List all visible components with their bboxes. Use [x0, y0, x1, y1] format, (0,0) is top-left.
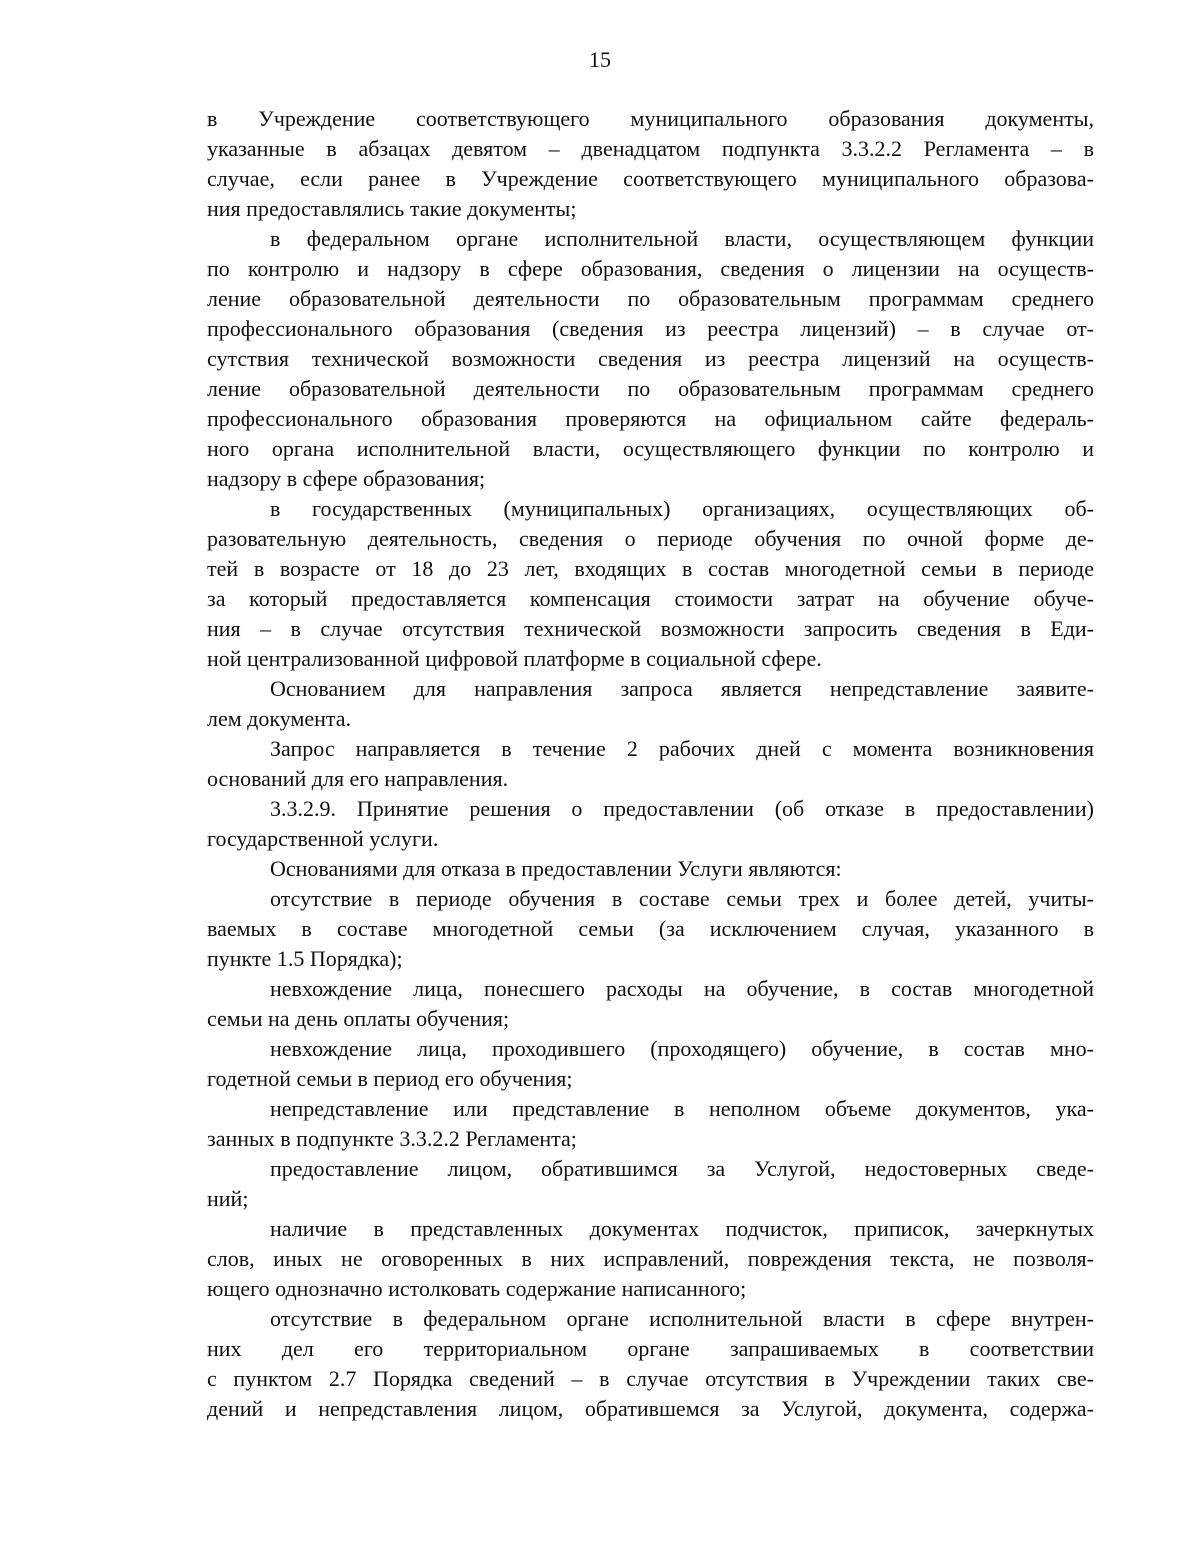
paragraph	[207, 494, 1094, 674]
text-line: случае, если ранее в Учреждение соответствующего муниципального образова-	[207, 166, 1094, 191]
paragraph	[207, 674, 1094, 734]
text-line: годетной семьи в период его обучения;	[207, 1066, 573, 1091]
paragraph	[207, 1304, 1094, 1424]
text-line: в федеральном органе исполнительной власти, осуществляющем функции	[270, 226, 1094, 251]
text-line: ющего однозначно истолковать содержание написанного;	[207, 1276, 747, 1301]
text-line: отсутствие в периоде обучения в составе семьи трех и более детей, учиты-	[270, 886, 1094, 911]
text-line: отсутствие в федеральном органе исполнительной власти в сфере внутрен-	[270, 1306, 1094, 1331]
text-line: ний;	[207, 1186, 249, 1211]
page-number: 15	[589, 47, 611, 72]
text-line: за который предоставляется компенсация стоимости затрат на обучение обуче-	[207, 586, 1094, 611]
paragraph	[207, 794, 1094, 854]
text-line: наличие в представленных документах подчисток, приписок, зачеркнутых	[270, 1216, 1094, 1241]
paragraph	[207, 1154, 1094, 1214]
text-line: профессионального образования (сведения из реестра лицензий) – в случае от-	[207, 316, 1094, 341]
paragraph	[207, 224, 1094, 494]
text-line: ной централизованной цифровой платформе в социальной сфере.	[207, 646, 822, 671]
text-line: ного органа исполнительной власти, осуществляющего функции по контролю и	[207, 436, 1094, 461]
text-line: оснований для его направления.	[207, 766, 509, 791]
text-line: невхождение лица, понесшего расходы на обучение, в состав многодетной	[270, 976, 1094, 1001]
paragraph	[207, 1034, 1094, 1094]
text-line: сутствия технической возможности сведения из реестра лицензий на осуществ-	[207, 346, 1094, 371]
text-line: в Учреждение соответствующего муниципального образования документы,	[207, 106, 1094, 131]
text-line: указанные в абзацах девятом – двенадцатом подпункта 3.3.2.2 Регламента – в	[207, 136, 1094, 161]
text-line: надзору в сфере образования;	[207, 466, 486, 491]
text-line: в государственных (муниципальных) организациях, осуществляющих об-	[270, 496, 1094, 521]
text-line: 3.3.2.9. Принятие решения о предоставлении (об отказе в предоставлении)	[270, 796, 1094, 821]
text-line: профессионального образования проверяются на официальном сайте федераль-	[207, 406, 1094, 431]
paragraph	[207, 1214, 1094, 1304]
text-line: по контролю и надзору в сфере образования, сведения о лицензии на осуществ-	[207, 256, 1094, 281]
text-line: Запрос направляется в течение 2 рабочих дней с момента возникновения	[270, 736, 1094, 761]
text-line: слов, иных не оговоренных в них исправлений, повреждения текста, не позволя-	[207, 1246, 1094, 1271]
document-body	[207, 104, 1094, 1424]
paragraph	[207, 734, 1094, 794]
text-line: пункте 1.5 Порядка);	[207, 946, 403, 971]
text-line: дений и непредставления лицом, обратившемся за Услугой, документа, содержа-	[207, 1396, 1094, 1421]
text-line: занных в подпункте 3.3.2.2 Регламента;	[207, 1126, 577, 1151]
text-line: разовательную деятельность, сведения о периоде обучения по очной форме де-	[207, 526, 1094, 551]
text-line: ление образовательной деятельности по образовательным программам среднего	[207, 376, 1094, 401]
text-line: с пунктом 2.7 Порядка сведений – в случае отсутствия в Учреждении таких све-	[207, 1366, 1094, 1391]
text-line: ваемых в составе многодетной семьи (за исключением случая, указанного в	[207, 916, 1094, 941]
text-line: государственной услуги.	[207, 826, 439, 851]
text-line: лем документа.	[207, 706, 352, 731]
text-line: предоставление лицом, обратившимся за Услугой, недостоверных сведе-	[270, 1156, 1094, 1181]
text-line: Основанием для направления запроса является непредставление заявите-	[270, 676, 1094, 701]
text-line: тей в возрасте от 18 до 23 лет, входящих в состав многодетной семьи в периоде	[207, 556, 1094, 581]
paragraph	[207, 1094, 1094, 1154]
text-line: ния предоставлялись такие документы;	[207, 196, 577, 221]
text-line: Основаниями для отказа в предоставлении Услуги являются:	[270, 856, 842, 881]
text-line: непредставление или представление в неполном объеме документов, ука-	[270, 1096, 1094, 1121]
text-line: ление образовательной деятельности по образовательным программам среднего	[207, 286, 1094, 311]
paragraph	[207, 854, 1094, 884]
text-line: них дел его территориальном органе запрашиваемых в соответствии	[207, 1336, 1094, 1361]
paragraph	[207, 974, 1094, 1034]
text-line: невхождение лица, проходившего (проходящего) обучение, в состав мно-	[270, 1036, 1094, 1061]
paragraph	[207, 884, 1094, 974]
text-line: ния – в случае отсутствия технической возможности запросить сведения в Еди-	[207, 616, 1094, 641]
paragraph	[207, 104, 1094, 224]
text-line: семьи на день оплаты обучения;	[207, 1006, 510, 1031]
